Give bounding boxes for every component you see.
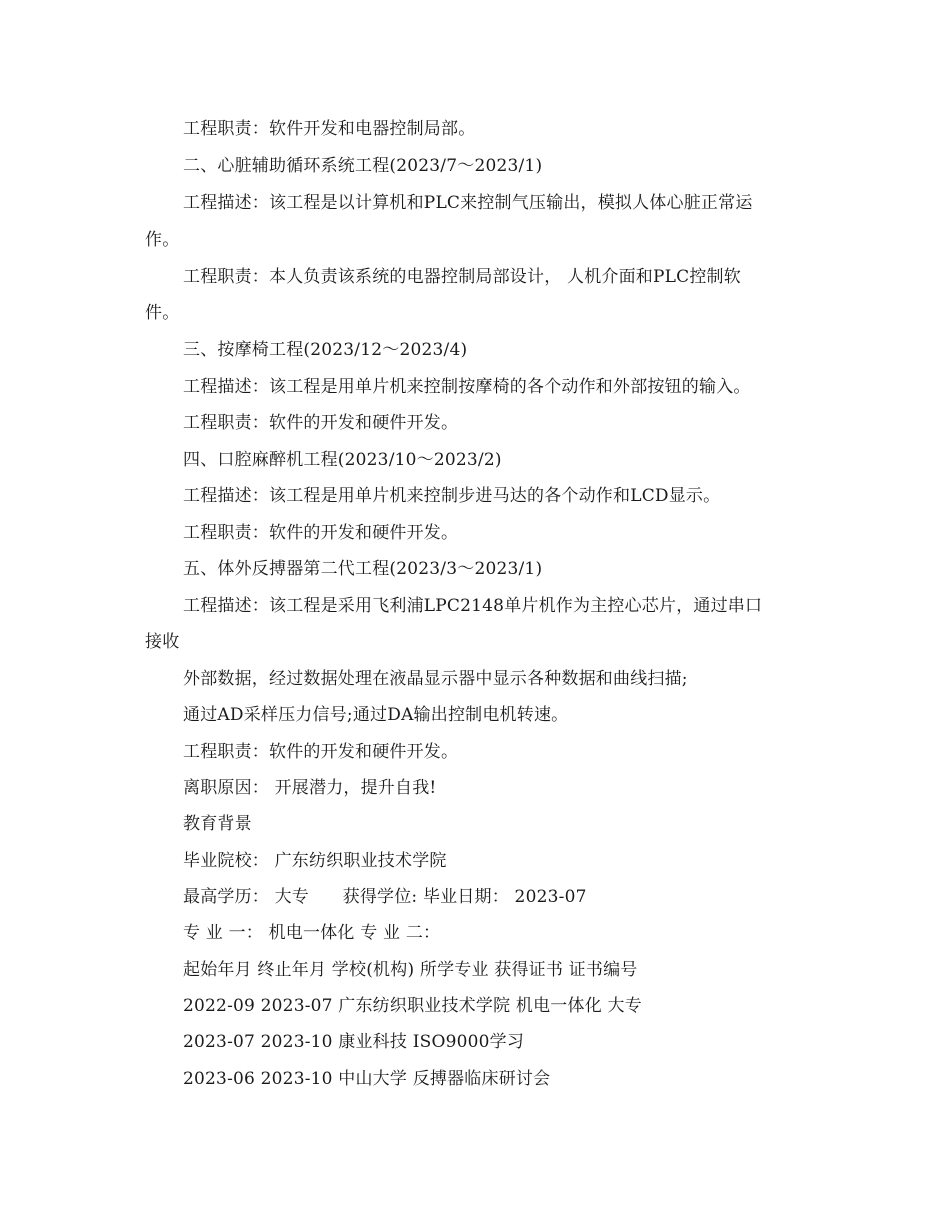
paragraph-line: 工程描述：该工程是用单片机来控制步进马达的各个动作和LCD显示。 (183, 486, 721, 506)
table-row-line: 2023-07 2023-10 康业科技 ISO9000学习 (183, 1032, 525, 1052)
paragraph-line: 工程描述：该工程是以计算机和PLC来控制气压输出，模拟人体心脏正常运 (183, 193, 753, 213)
section-heading: 二、心脏辅助循环系统工程(2023/7～2023/1) (183, 156, 543, 176)
paragraph-line: 工程职责：本人负责该系统的电器控制局部设计， 人机介面和PLC控制软 (183, 267, 741, 287)
paragraph-line: 通过AD采样压力信号;通过DA输出控制电机转速。 (183, 705, 569, 725)
paragraph-line: 专 业 一： 机电一体化 专 业 二： (183, 923, 441, 943)
paragraph-line: 件。 (145, 303, 180, 323)
paragraph-line: 工程描述：该工程是用单片机来控制按摩椅的各个动作和外部按钮的输入。 (183, 377, 751, 397)
paragraph-line: 离职原因： 开展潜力，提升自我! (183, 778, 437, 798)
table-row-line: 2023-06 2023-10 中山大学 反搏器临床研讨会 (183, 1069, 551, 1089)
paragraph-line: 工程职责：软件开发和电器控制局部。 (183, 119, 476, 139)
paragraph-line: 工程描述：该工程是采用飞利浦LPC2148单片机作为主控心芯片，通过串口 (183, 596, 763, 616)
table-row-line: 2022-09 2023-07 广东纺织职业技术学院 机电一体化 大专 (183, 996, 642, 1016)
paragraph-line: 接收 (145, 632, 180, 652)
paragraph-line: 工程职责：软件的开发和硬件开发。 (183, 413, 459, 433)
section-heading: 三、按摩椅工程(2023/12～2023/4) (183, 340, 468, 360)
table-header-line: 起始年月 终止年月 学校(机构) 所学专业 获得证书 证书编号 (183, 960, 638, 980)
paragraph-line: 工程职责：软件的开发和硬件开发。 (183, 523, 459, 543)
paragraph-line: 外部数据，经过数据处理在液晶显示器中显示各种数据和曲线扫描; (183, 669, 688, 689)
paragraph-line: 最高学历： 大专 获得学位: 毕业日期： 2023-07 (183, 887, 587, 907)
paragraph-line: 工程职责：软件的开发和硬件开发。 (183, 742, 459, 762)
section-heading: 教育背景 (183, 814, 252, 834)
section-heading: 四、口腔麻醉机工程(2023/10～2023/2) (183, 450, 502, 470)
section-heading: 五、体外反搏器第二代工程(2023/3～2023/1) (183, 559, 543, 579)
paragraph-line: 作。 (145, 230, 180, 250)
paragraph-line: 毕业院校： 广东纺织职业技术学院 (183, 851, 447, 871)
